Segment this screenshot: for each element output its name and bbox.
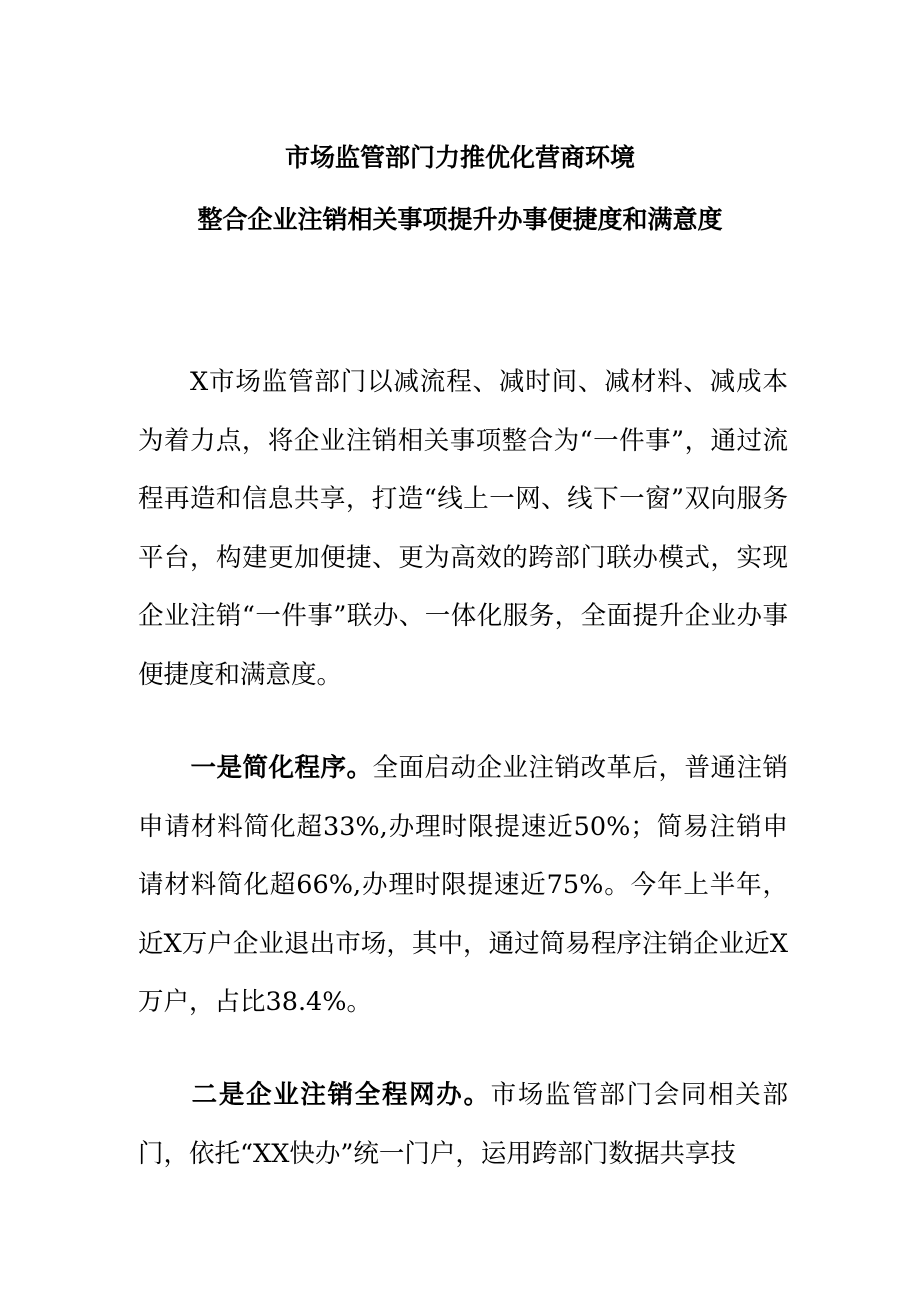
paragraph-text: 市场监管部门会同相关部门，依托“XX快办”统一门户，运用跨部门数据共享技: [138, 1080, 788, 1169]
paragraph-text: 全面启动企业注销改革后，普通注销申请材料简化超33%,办理时限提速近50%；简易注销申请材料简化超66%,办理时限提速近75%。今年上半年，近X万户企业退出市场，其中，通过简易程序注销企业近X万户，占比38.4%。: [138, 753, 788, 1017]
document-title-line-1: 市场监管部门力推优化营商环境: [284, 143, 635, 172]
paragraph-simplify-procedure: [138, 739, 788, 1032]
document-title-line-2: 整合企业注销相关事项提升办事便捷度和满意度: [197, 205, 723, 234]
paragraph-text: X市场监管部门以减流程、减时间、减材料、减成本为着力点，将企业注销相关事项整合为“一件事”，通过流程再造和信息共享，打造“线上一网、线下一窗”双向服务平台，构建更加便捷、更为高效的跨部门联办模式，实现企业注销“一件事”联办、一体化服务，全面提升企业办事便捷度和满意度。: [138, 367, 788, 690]
paragraph-online-processing: [138, 1066, 788, 1183]
paragraph-intro: [138, 353, 788, 704]
paragraph-lead: 二是企业注销全程网办。: [190, 1080, 491, 1110]
paragraph-lead: 一是简化程序。: [190, 753, 373, 783]
